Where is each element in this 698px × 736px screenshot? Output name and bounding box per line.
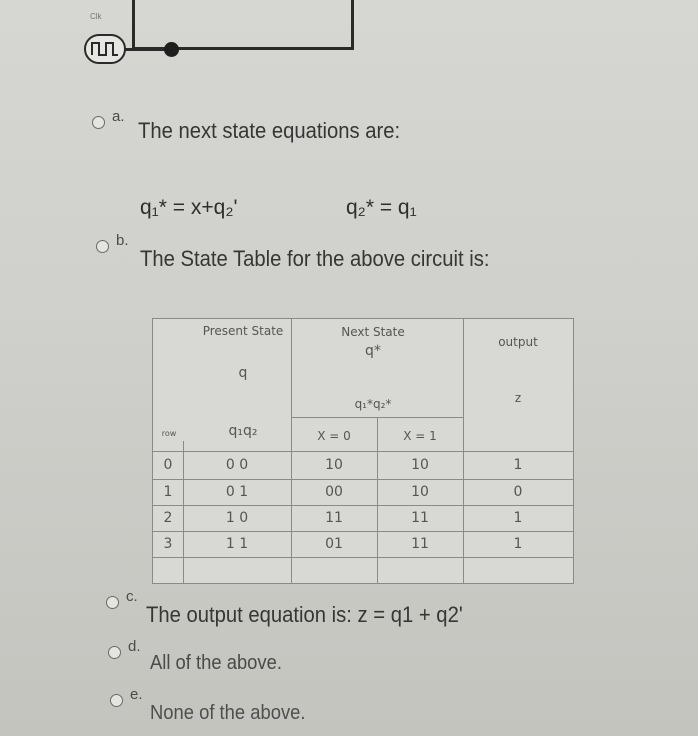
option-e-text: None of the above.: [150, 702, 306, 724]
present-state-var: q: [238, 365, 248, 381]
option-e-radio[interactable]: [110, 694, 123, 707]
table-row-3-x0: 01: [325, 536, 343, 552]
table-row-0-x1: 10: [411, 457, 429, 473]
table-row-0-x0: 10: [325, 457, 343, 473]
circuit-junction-node: [164, 42, 179, 57]
table-row-2-x1: 11: [411, 510, 429, 526]
x1-header: X = 1: [403, 429, 437, 443]
table-row-1-x0: 00: [325, 484, 343, 500]
circuit-wire-box: [132, 0, 354, 50]
option-d-letter: d.: [128, 638, 141, 655]
table-row-3-q: 1 1: [225, 536, 249, 552]
table-row-1-x1: 10: [411, 484, 429, 500]
option-c-letter: c.: [126, 588, 138, 605]
next-state-subheader: q₁*q₂*: [354, 397, 392, 411]
table-row-0-z: 1: [513, 457, 523, 473]
option-d-text: All of the above.: [150, 652, 282, 674]
clock-label: Clk: [90, 12, 102, 21]
option-d-radio[interactable]: [108, 646, 121, 659]
x0-header: X = 0: [317, 429, 351, 443]
option-a-letter: a.: [112, 108, 125, 125]
option-a-text: The next state equations are:: [138, 118, 401, 143]
option-c-text: The output equation is: z = q1 + q2': [146, 602, 463, 627]
option-a-radio[interactable]: [92, 116, 105, 129]
output-header: output: [498, 335, 538, 349]
table-row-2-x0: 11: [325, 510, 343, 526]
equation-q2: q₂* = q₁: [346, 196, 417, 219]
option-b-letter: b.: [116, 232, 129, 249]
option-b-radio[interactable]: [96, 240, 109, 253]
table-row-2-q: 1 0: [225, 510, 249, 526]
q1q2-header: q₁q₂: [228, 423, 258, 439]
table-row-2-z: 1: [513, 510, 523, 526]
table-row-2-row: 2: [163, 510, 173, 526]
output-var: z: [514, 391, 522, 405]
present-state-header: Present State: [202, 324, 284, 338]
table-row-0-q: 0 0: [225, 457, 249, 473]
equation-q1: q₁* = x+q₂': [140, 196, 238, 219]
table-row-0-row: 0: [163, 457, 173, 473]
option-c-radio[interactable]: [106, 596, 119, 609]
row-header: row: [161, 429, 177, 438]
option-e-letter: e.: [130, 686, 143, 703]
clock-pulse-icon: [84, 34, 126, 69]
state-table: [152, 318, 574, 584]
table-row-3-x1: 11: [411, 536, 429, 552]
table-row-1-row: 1: [163, 484, 173, 500]
table-row-1-z: 0: [513, 484, 523, 500]
table-row-3-row: 3: [163, 536, 173, 552]
next-state-header: Next State: [341, 325, 405, 339]
next-state-var: q*: [365, 343, 381, 359]
table-row-3-z: 1: [513, 536, 523, 552]
table-row-1-q: 0 1: [225, 484, 249, 500]
option-b-text: The State Table for the above circuit is:: [140, 246, 490, 271]
